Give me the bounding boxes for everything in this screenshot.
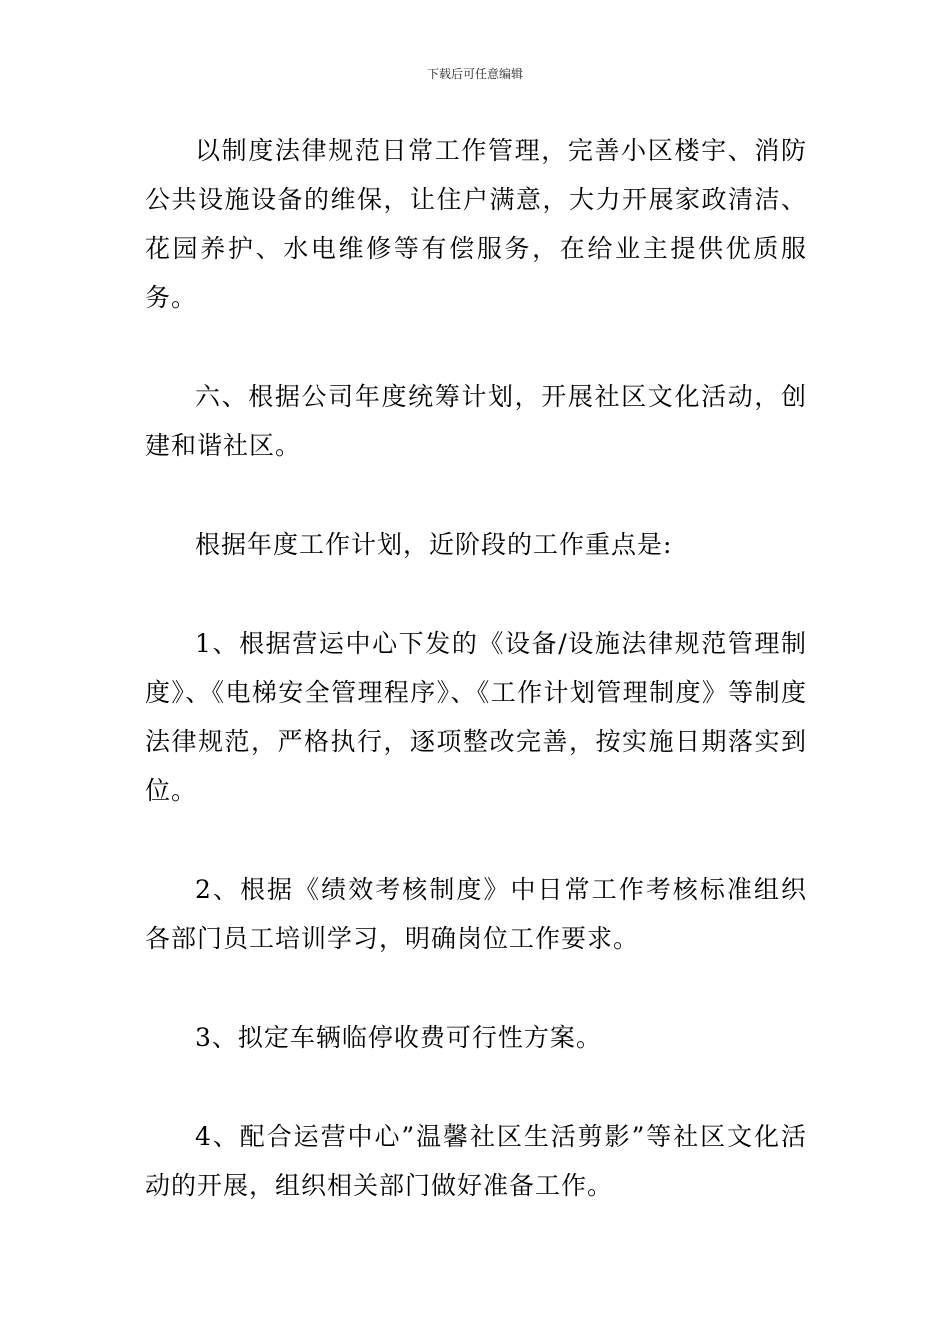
paragraph-work-focus-intro: 根据年度工作计划，近阶段的工作重点是: xyxy=(195,530,673,559)
paragraph-item-3: 3、拟定车辆临停收费可行性方案。 xyxy=(195,1023,602,1052)
paragraph-item-2: 2、根据《绩效考核制度》中日常工作考核标准组织各部门员工培训学习，明确岗位工作要求。 xyxy=(145,875,807,953)
paragraph-maintenance-services: 以制度法律规范日常工作管理，完善小区楼宇、消防公共设施设备的维保，让住户满意，大力开展家政清洁、花园养护、水电维修等有偿服务，在给业主提供优质服务。 xyxy=(145,136,807,312)
paragraph-item-4: 4、配合运营中心”温馨社区生活剪影”等社区文化活动的开展，组织相关部门做好准备工作。 xyxy=(145,1122,807,1200)
paragraph-item-1: 1、根据营运中心下发的《设备/设施法律规范管理制度》、《电梯安全管理程序》、《工作计划管理制度》等制度法律规范，严格执行，逐项整改完善，按实施日期落实到位。 xyxy=(145,629,807,805)
paragraph-community-culture: 六、根据公司年度统筹计划，开展社区文化活动，创建和谐社区。 xyxy=(145,382,807,460)
document-body xyxy=(145,126,807,1260)
header-note: 下载后可任意编辑 xyxy=(426,67,523,81)
